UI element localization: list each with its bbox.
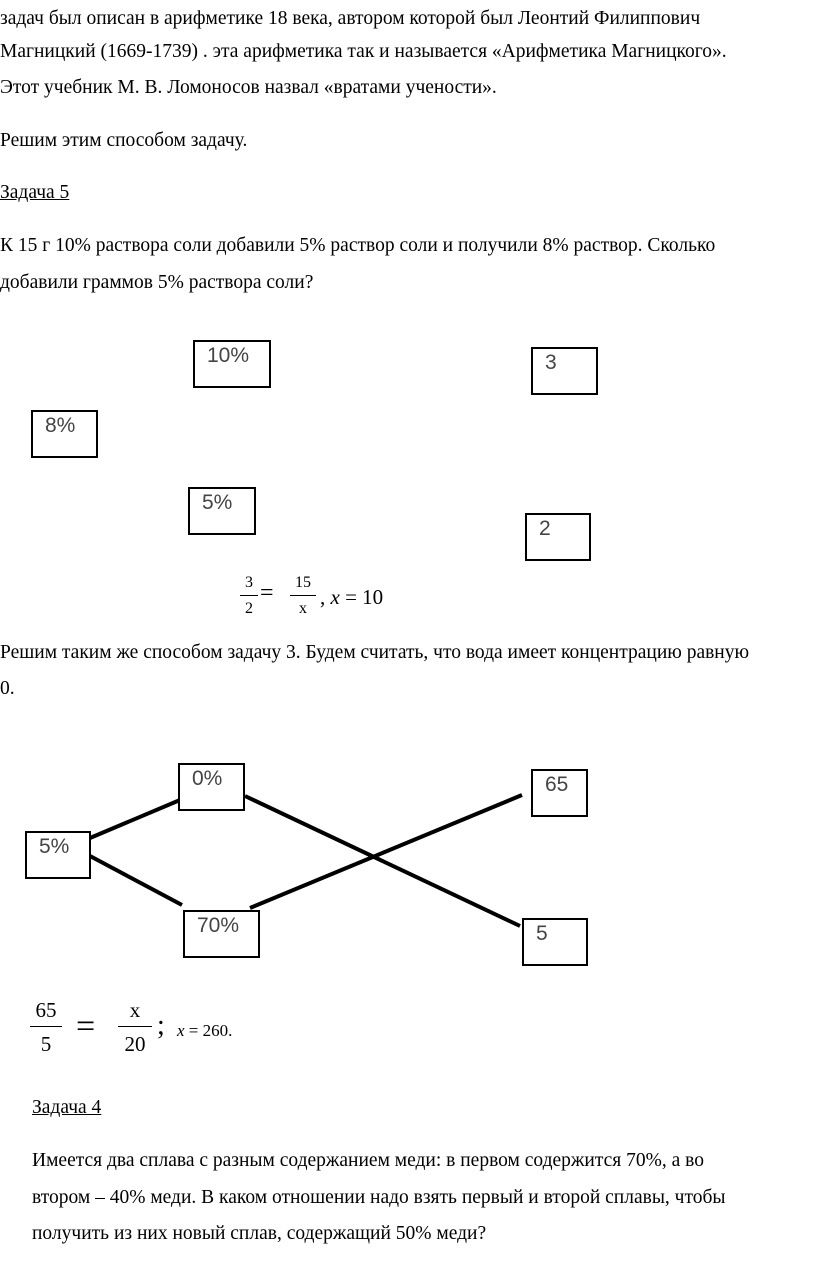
eq2-var: x xyxy=(177,1021,185,1040)
diagram2-box-right-bottom xyxy=(522,918,588,966)
eq2-fraction-2 xyxy=(118,997,152,1057)
solve3-line-1: Решим таким же способом задачу 3. Будем считать, что вода имеет концентрацию равную xyxy=(0,642,750,663)
diagram2-label-left: 5% xyxy=(39,835,70,858)
solve3-line-2: 0. xyxy=(0,678,15,699)
diagram2-box-right-top xyxy=(531,769,588,817)
eq2-num2: x xyxy=(129,998,141,1022)
task4-line-1: Имеется два сплава с разным содержанием меди: в первом содержится 70%, а во xyxy=(32,1150,704,1171)
diagram1-label-top: 10% xyxy=(207,344,250,367)
eq1-num1: 3 xyxy=(245,574,253,591)
eq1-den2: x xyxy=(299,600,307,617)
task5-line-2: добавили граммов 5% раствора соли? xyxy=(0,272,314,293)
eq2-den2: 20 xyxy=(124,1032,146,1056)
eq2-semicolon: ; xyxy=(157,1010,165,1041)
diagram2-box-top xyxy=(178,763,245,811)
eq2-result xyxy=(177,1021,232,1041)
line-bottom-to-right-top xyxy=(250,795,522,908)
text-line-3: Этот учебник М. В. Ломоносов назвал «вратами учености». xyxy=(0,77,497,98)
line-left-to-bottom xyxy=(90,856,182,905)
task5-heading: Задача 5 xyxy=(0,182,70,203)
diagram2-box-bottom xyxy=(183,910,260,958)
line-top-to-right-bottom xyxy=(245,796,520,926)
eq2-fraction-1 xyxy=(30,997,62,1057)
eq2-den1: 5 xyxy=(40,1032,52,1056)
task4-line-2: втором – 40% меди. В каком отношении надо взять первый и второй сплавы, чтобы xyxy=(32,1187,726,1208)
eq2-value: = 260. xyxy=(184,1021,233,1040)
eq1-var: x xyxy=(330,585,340,609)
eq1-equals: = xyxy=(260,580,274,606)
line-left-to-top xyxy=(90,800,180,838)
diagram2-label-right-top: 65 xyxy=(545,773,569,796)
eq2-equals: = xyxy=(76,1008,96,1045)
text-line-2: Магницкий (1669-1739) . эта арифметика так и называется «Арифметика Магницкого». xyxy=(0,41,727,62)
eq2-num1: 65 xyxy=(35,998,57,1022)
task5-line-1: К 15 г 10% раствора соли добавили 5% раствор соли и получили 8% раствор. Сколько xyxy=(0,235,716,256)
diagram2-label-top: 0% xyxy=(192,767,223,790)
diagram1-label-left: 8% xyxy=(45,414,76,437)
task4-heading: Задача 4 xyxy=(32,1097,102,1118)
text-line-1: задач был описан в арифметике 18 века, автором которой был Леонтий Филиппович xyxy=(0,8,701,29)
diagram2-label-right-bottom: 5 xyxy=(536,922,548,945)
diagram1-label-bottom: 5% xyxy=(202,491,233,514)
eq1-comma: , xyxy=(320,585,326,609)
eq1-num2: 15 xyxy=(295,574,311,591)
task4-line-3: получить из них новый сплав, содержащий 50% меди? xyxy=(32,1223,487,1244)
diagram2-box-left xyxy=(25,831,91,879)
eq1-den1: 2 xyxy=(245,600,253,617)
eq1-value: = 10 xyxy=(339,585,384,609)
text-line-4: Решим этим способом задачу. xyxy=(0,130,248,151)
diagram1-label-right-top: 3 xyxy=(545,351,557,374)
diagram1-label-right-bottom: 2 xyxy=(539,517,551,540)
diagram2-label-bottom: 70% xyxy=(197,914,240,937)
